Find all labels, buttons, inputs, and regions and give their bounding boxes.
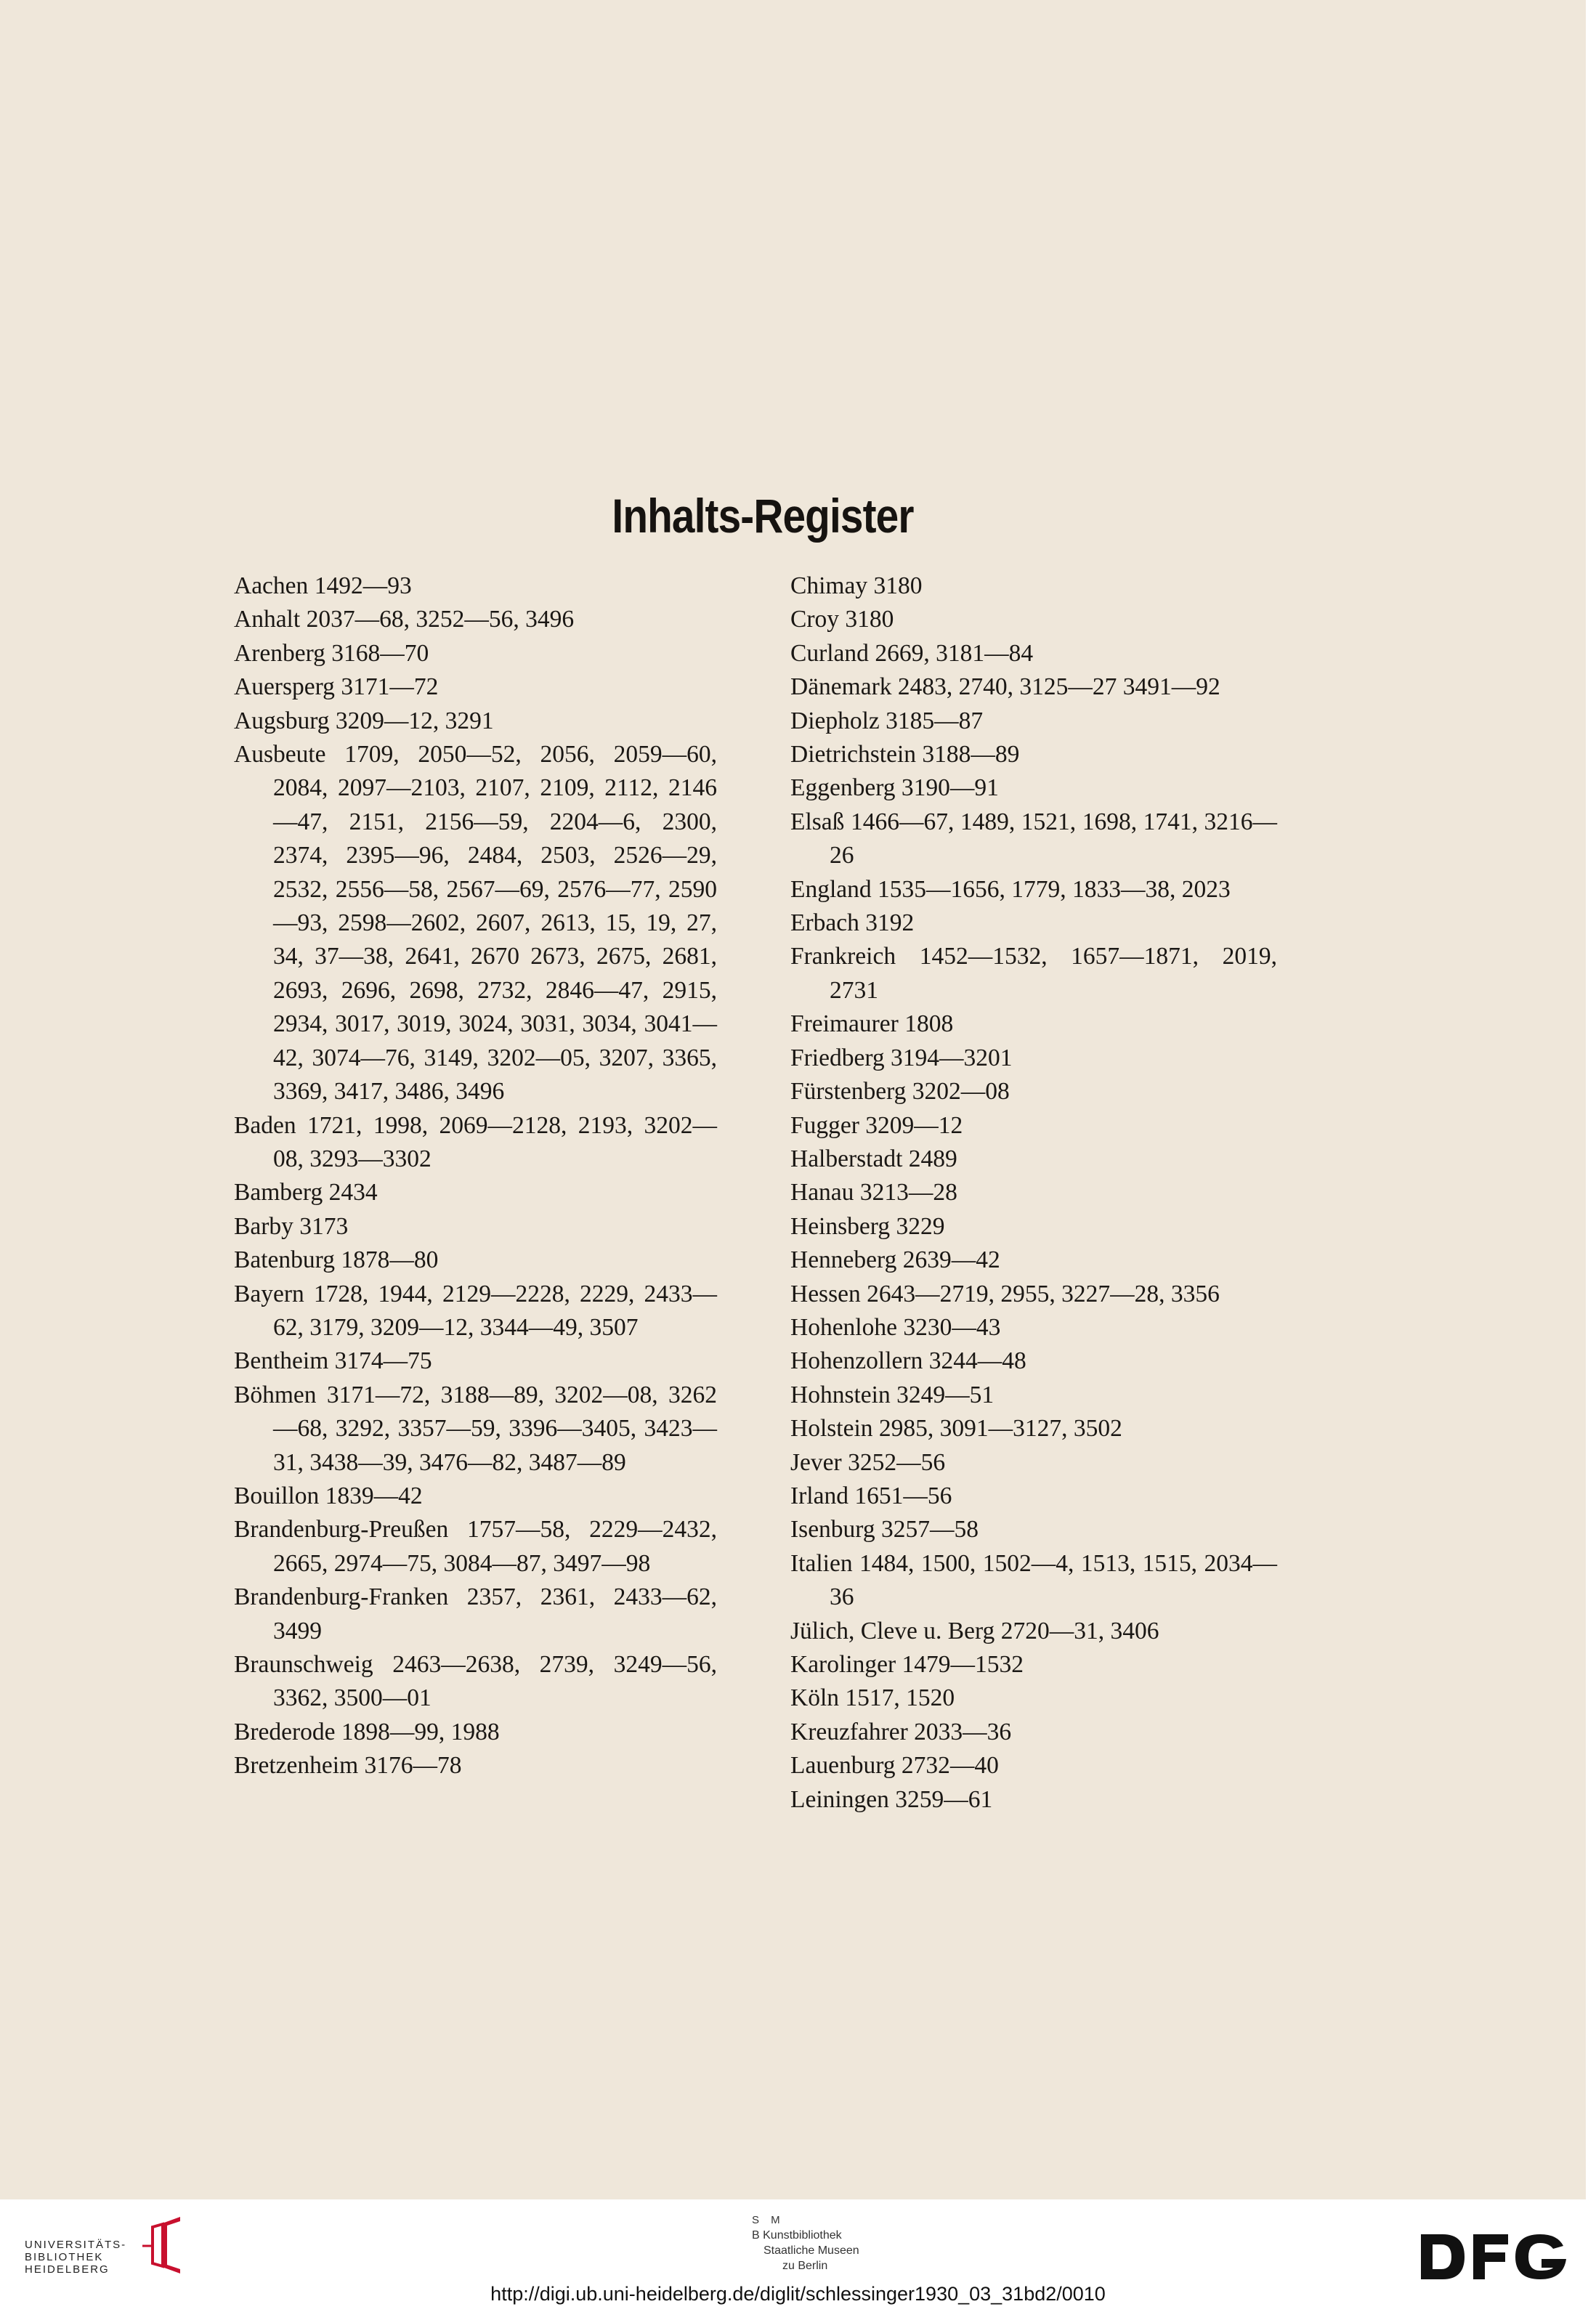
entry-name: Frankreich: [790, 943, 896, 970]
entry-refs: 3176—78: [364, 1752, 462, 1780]
index-entry: [790, 806, 1277, 873]
entry-refs: 1452—1532, 1657—1871, 2019, 2731: [830, 943, 1278, 1004]
entry-refs: 3213—28: [859, 1179, 957, 1206]
entry-refs: 3202—08: [912, 1078, 1010, 1106]
index-entry: [234, 1344, 717, 1378]
index-entry: [234, 1581, 717, 1648]
entry-name: Chimay: [790, 572, 868, 599]
entry-refs: 1898—99, 1988: [341, 1718, 500, 1745]
index-entry: [234, 670, 717, 704]
entry-name: Anhalt: [234, 606, 301, 633]
entry-refs: 3174—75: [334, 1347, 432, 1375]
sm-letters: S M: [752, 2214, 785, 2226]
entry-refs: 3249—51: [896, 1381, 995, 1408]
index-entry: [790, 1648, 1277, 1682]
entry-name: Diepholz: [790, 707, 880, 734]
index-entry: [790, 1278, 1277, 1311]
kunstbibliothek-logo[interactable]: [752, 2212, 859, 2274]
entry-name: Heinsberg: [790, 1212, 891, 1240]
index-entry: [790, 1412, 1277, 1445]
index-entry: [234, 1210, 717, 1244]
index-entry: [790, 1480, 1277, 1513]
index-entry: [790, 1783, 1277, 1817]
entry-name: Dietrichstein: [790, 741, 917, 768]
entry-refs: 3209—12, 3291: [335, 707, 494, 734]
sm-line: B Kunstbibliothek: [752, 2229, 842, 2242]
entry-refs: 3252—56: [848, 1448, 946, 1476]
index-entry: [790, 1513, 1277, 1546]
entry-refs: 3188—89: [922, 741, 1020, 768]
entry-refs: 3190—91: [901, 774, 999, 802]
entry-name: Friedberg: [790, 1044, 885, 1071]
entry-name: Fürstenberg: [790, 1078, 907, 1106]
index-entry: [790, 1547, 1277, 1615]
entry-refs: 1728, 1944, 2129—2228, 2229, 2433—62, 3179, 3209—12, 3344—49, 3507: [273, 1280, 718, 1341]
entry-name: Karolinger: [790, 1651, 896, 1678]
entry-name: Henneberg: [790, 1246, 897, 1274]
index-entry: [790, 1007, 1277, 1041]
index-entry: [234, 1278, 717, 1345]
index-entry: [790, 1749, 1277, 1782]
index-entry: [790, 1244, 1277, 1277]
index-entry: [790, 1311, 1277, 1344]
entry-name: Holstein: [790, 1415, 873, 1443]
entry-name: Halberstadt: [790, 1145, 903, 1172]
entry-name: Arenberg: [234, 639, 325, 667]
entry-refs: 1466—67, 1489, 1521, 1698, 1741, 3216—26: [830, 808, 1277, 869]
index-entry: [790, 1344, 1277, 1378]
page-title: Inhalts-Register: [612, 489, 914, 543]
index-entry: [234, 569, 717, 603]
entry-refs: 2489: [908, 1145, 957, 1172]
entry-name: England: [790, 875, 872, 903]
entry-name: Batenburg: [234, 1246, 335, 1274]
entry-refs: 3192: [865, 909, 915, 937]
index-entry: [790, 940, 1277, 1007]
index-entry: [234, 1109, 717, 1177]
entry-refs: 2732—40: [901, 1752, 999, 1780]
index-entry: [234, 1716, 717, 1749]
entry-name: Auersperg: [234, 673, 335, 701]
entry-name: Irland: [790, 1482, 848, 1509]
entry-refs: 2720—31, 3406: [1000, 1617, 1159, 1644]
index-entry: [790, 738, 1277, 771]
entry-refs: 1757—58, 2229—2432, 2665, 2974—75, 3084—87, 3497—98: [273, 1516, 717, 1577]
entry-refs: 2357, 2361, 2433—62, 3499: [273, 1583, 718, 1644]
entry-refs: 2434: [328, 1179, 378, 1206]
entry-name: Fugger: [790, 1111, 859, 1139]
index-entry: [790, 569, 1277, 603]
entry-name: Brandenburg-Franken: [234, 1583, 449, 1611]
entry-name: Brandenburg-Preußen: [234, 1516, 449, 1544]
entry-refs: 1808: [904, 1010, 954, 1038]
entry-name: Köln: [790, 1684, 839, 1712]
entry-refs: 2033—36: [914, 1718, 1012, 1745]
entry-name: Kreuzfahrer: [790, 1718, 908, 1745]
entry-name: Augsburg: [234, 707, 330, 734]
index-entry: [234, 1244, 717, 1277]
entry-refs: 1517, 1520: [845, 1684, 955, 1712]
university-library-name: UNIVERSITÄTS- BIBLIOTHEK HEIDELBERG: [25, 2239, 127, 2276]
entry-refs: 3180: [873, 572, 923, 599]
entry-refs: 2669, 3181—84: [875, 639, 1034, 667]
entry-refs: 2463—2638, 2739, 3249—56, 3362, 3500—01: [273, 1651, 718, 1712]
index-entry: [790, 1446, 1277, 1480]
entry-name: Bamberg: [234, 1179, 323, 1206]
entry-refs: 1484, 1500, 1502—4, 1513, 1515, 2034—36: [830, 1549, 1278, 1611]
entry-refs: 1878—80: [341, 1246, 439, 1274]
index-entry: [790, 1042, 1277, 1075]
entry-name: Jülich, Cleve u. Berg: [790, 1617, 995, 1644]
sm-line: zu Berlin: [782, 2260, 828, 2272]
index-entry: [790, 705, 1277, 738]
index-entry: [790, 906, 1277, 940]
index-entry: [790, 603, 1277, 636]
entry-name: Freimaurer: [790, 1010, 899, 1038]
index-entry: [234, 603, 717, 636]
entry-name: Braunschweig: [234, 1651, 373, 1678]
entry-name: Ausbeute: [234, 741, 326, 768]
entry-name: Italien: [790, 1549, 853, 1577]
entry-name: Bretzenheim: [234, 1752, 359, 1780]
index-column-left: [234, 569, 717, 1783]
index-entry: [790, 873, 1277, 906]
index-entry: [790, 1143, 1277, 1176]
entry-name: Erbach: [790, 909, 859, 937]
entry-name: Barby: [234, 1212, 293, 1240]
entry-name: Croy: [790, 606, 839, 633]
entry-refs: 1839—42: [325, 1482, 423, 1509]
index-column-right: [790, 569, 1277, 1817]
entry-refs: 3185—87: [886, 707, 984, 734]
entry-name: Hessen: [790, 1280, 861, 1307]
entry-refs: 1651—56: [854, 1482, 952, 1509]
entry-refs: 2483, 2740, 3125—27 3491—92: [897, 673, 1220, 701]
entry-refs: 3244—48: [928, 1347, 1026, 1375]
index-entry: [790, 1716, 1277, 1749]
entry-refs: 3209—12: [865, 1111, 963, 1139]
page-url[interactable]: http://digi.ub.uni-heidelberg.de/diglit/schlessinger1930_03_31bd2/0010: [490, 2283, 1106, 2305]
page-edge: [1586, 0, 1596, 2199]
entry-name: Elsaß: [790, 808, 845, 835]
entry-refs: 3194—3201: [891, 1044, 1013, 1071]
entry-refs: 3229: [896, 1212, 945, 1240]
index-entry: [790, 771, 1277, 805]
index-entry: [234, 637, 717, 670]
university-library-logo[interactable]: [25, 2208, 199, 2275]
sm-line: Staatliche Museen: [763, 2244, 859, 2257]
entry-refs: 3173: [299, 1212, 349, 1240]
entry-name: Böhmen: [234, 1381, 317, 1408]
entry-name: Jever: [790, 1448, 842, 1476]
index-entry: [790, 1615, 1277, 1648]
entry-name: Bentheim: [234, 1347, 329, 1375]
entry-refs: 3168—70: [331, 639, 429, 667]
entry-refs: 3180: [845, 606, 894, 633]
index-entry: [234, 1379, 717, 1480]
entry-refs: 2639—42: [902, 1246, 1000, 1274]
entry-name: Eggenberg: [790, 774, 896, 802]
entry-name: Bayern: [234, 1280, 304, 1307]
university-mark-icon: [142, 2217, 193, 2275]
entry-name: Isenburg: [790, 1516, 875, 1544]
index-entry: [234, 1749, 717, 1782]
entry-refs: 3259—61: [895, 1785, 993, 1813]
index-entry: [790, 637, 1277, 670]
entry-refs: 2985, 3091—3127, 3502: [878, 1415, 1122, 1443]
index-entry: [234, 1480, 717, 1513]
entry-refs: 1492—93: [314, 572, 412, 599]
index-entry: [234, 1648, 717, 1716]
entry-refs: 1709, 2050—52, 2056, 2059—60, 2084, 2097—2103, 2107, 2109, 2112, 2146—47, 2151, 2156—59, 2204—6, 2300, 2374, 2395—96, 2484, 2503, 2526—29, 2532, 2556—58, 2567—69, 2576—77, 2590—93, 2598—2602, 2607, 2613, 15, 19, 27, 34, 37—38, 2641, 2670 2673, 2675, 2681, 2693, 2696, 2698, 2732, 2846—47, 2915, 2934, 3017, 3019, 3024, 3031, 3034, 3041—42, 3074—76, 3149, 3202—05, 3207, 3365, 3369, 3417, 3486, 3496: [273, 741, 718, 1106]
index-entry: [790, 1075, 1277, 1108]
entry-name: Leiningen: [790, 1785, 889, 1813]
entry-refs: 1479—1532: [902, 1651, 1024, 1678]
entry-name: Brederode: [234, 1718, 336, 1745]
index-entry: [234, 705, 717, 738]
entry-name: Bouillon: [234, 1482, 320, 1509]
entry-name: Hanau: [790, 1179, 854, 1206]
entry-refs: 1535—1656, 1779, 1833—38, 2023: [878, 875, 1231, 903]
index-entry: [234, 1513, 717, 1581]
entry-refs: 3230—43: [903, 1313, 1001, 1341]
entry-name: Hohenzollern: [790, 1347, 923, 1375]
entry-name: Aachen: [234, 572, 309, 599]
entry-name: Dänemark: [790, 673, 892, 701]
index-entry: [790, 1210, 1277, 1244]
entry-name: Lauenburg: [790, 1752, 896, 1780]
entry-refs: 2643—2719, 2955, 3227—28, 3356: [867, 1280, 1220, 1307]
entry-name: Hohnstein: [790, 1381, 891, 1408]
index-entry: [790, 1176, 1277, 1209]
entry-name: Curland: [790, 639, 869, 667]
entry-refs: 3171—72: [341, 673, 439, 701]
entry-refs: 3171—72, 3188—89, 3202—08, 3262—68, 3292, 3357—59, 3396—3405, 3423—31, 3438—39, 3476—82, 3487—89: [273, 1381, 718, 1476]
index-entry: [790, 1109, 1277, 1143]
dfg-logo-icon[interactable]: [1418, 2231, 1571, 2282]
entry-refs: 1721, 1998, 2069—2128, 2193, 3202—08, 3293—3302: [273, 1111, 718, 1172]
index-entry: [234, 738, 717, 1108]
entry-refs: 2037—68, 3252—56, 3496: [306, 606, 575, 633]
index-entry: [790, 1379, 1277, 1412]
index-entry: [234, 1176, 717, 1209]
index-entry: [790, 670, 1277, 704]
entry-name: Baden: [234, 1111, 296, 1139]
index-entry: [790, 1682, 1277, 1715]
entry-refs: 3257—58: [881, 1516, 979, 1544]
entry-name: Hohenlohe: [790, 1313, 897, 1341]
